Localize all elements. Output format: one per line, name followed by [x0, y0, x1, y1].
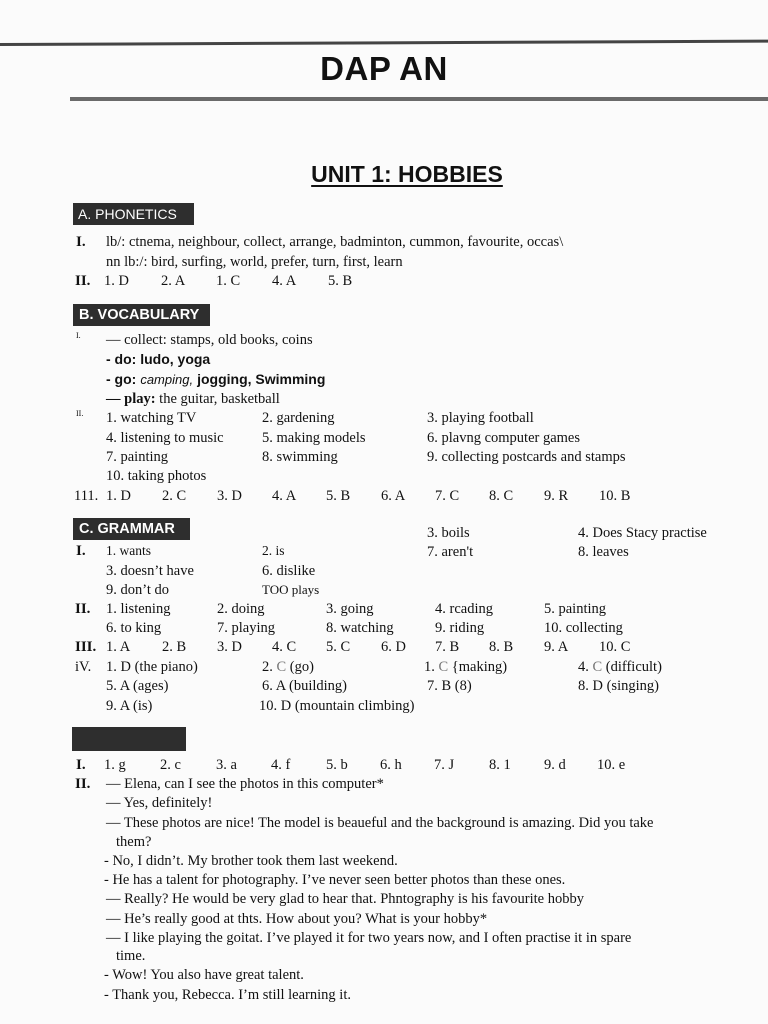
item-number: 1.	[424, 659, 435, 675]
answer: 7. C	[435, 488, 460, 504]
list-item: 9. A (is)	[106, 698, 153, 714]
list-item: 10. taking photos	[106, 468, 207, 484]
answer: 3. a	[216, 757, 237, 773]
answer: 10. e	[597, 757, 626, 773]
dialogue-line: — Really? He would be very glad to hear that. Phntography is his favourite hobby	[106, 891, 584, 907]
vocab-play-rest: the guitar, basketball	[159, 391, 280, 407]
item-number: 4.	[578, 659, 589, 675]
answer: 6. D	[381, 639, 406, 655]
question-number: II.	[76, 409, 84, 418]
section-heading-communication	[72, 727, 186, 751]
section-heading-grammar: C. GRAMMAR	[73, 518, 190, 540]
answer: 8. 1	[489, 757, 511, 773]
item-text: (difficult)	[605, 659, 662, 675]
answer: 5. b	[326, 757, 348, 773]
dialogue-line: - Wow! You also have great talent.	[104, 967, 304, 983]
answer: 6. h	[380, 757, 402, 773]
list-item: 6. to king	[106, 620, 162, 636]
document-title: DAP AN	[320, 50, 448, 87]
item-letter: C	[592, 659, 603, 675]
list-item: 3. playing football	[427, 410, 534, 426]
list-item: 2. doing	[217, 601, 265, 617]
answer: 1. g	[104, 757, 126, 773]
list-item	[262, 658, 314, 676]
list-item: 5. making models	[262, 430, 366, 446]
list-item: 1. listening	[106, 601, 171, 617]
vocab-go-prefix: - go:	[106, 371, 137, 387]
answer: 1. A	[106, 639, 131, 655]
list-item: 6. A (building)	[262, 678, 347, 694]
question-number: 111.	[74, 488, 99, 504]
list-item: 9. don’t do	[106, 582, 169, 598]
item-text: (go)	[289, 659, 314, 675]
answer: 5. B	[326, 488, 351, 504]
answer: 10. C	[599, 639, 631, 655]
dialogue-line: — Yes, definitely!	[106, 795, 213, 811]
dialogue-line: — Elena, can I see the photos in this computer*	[106, 776, 384, 792]
answer: 2. A	[161, 273, 186, 289]
answer: 5. C	[326, 639, 351, 655]
answer: 4. C	[272, 639, 297, 655]
answer: 5. B	[328, 273, 353, 289]
dialogue-line: - Thank you, Rebecca. I’m still learning it.	[104, 987, 351, 1003]
unit-title: UNIT 1: HOBBIES	[311, 161, 503, 187]
list-item: 8. leaves	[578, 544, 629, 560]
list-item: 1. wants	[106, 543, 151, 558]
list-item: 6. dislike	[262, 563, 316, 579]
list-item: 4. listening to music	[106, 430, 224, 446]
list-item: 5. A (ages)	[106, 678, 169, 694]
dialogue-line: — I like playing the goitat. I’ve played it for two years now, and I often practise it in spare	[106, 930, 632, 946]
vocab-play-prefix: — play:	[106, 391, 156, 407]
vocab-go	[106, 371, 325, 389]
answer: 6. A	[381, 488, 406, 504]
list-item: 3. boils	[427, 525, 470, 541]
list-item: TOO plays	[262, 582, 320, 597]
list-item: 7. painting	[106, 449, 169, 465]
vocab-go-italic: camping,	[140, 372, 194, 387]
question-number: II.	[75, 273, 91, 289]
list-item: 1. D (the piano)	[106, 659, 198, 675]
question-number: I.	[76, 757, 86, 773]
answer: 9. R	[544, 488, 569, 504]
dialogue-line: them?	[116, 834, 152, 850]
answer: 4. A	[272, 488, 297, 504]
list-item: 2. is	[262, 543, 285, 558]
list-item	[424, 658, 507, 676]
dialogue-line: time.	[116, 948, 146, 964]
answer: 3. D	[217, 639, 242, 655]
top-rule	[0, 40, 768, 46]
list-item: 9. riding	[435, 620, 485, 636]
answer: 8. C	[489, 488, 514, 504]
answer: 10. B	[599, 488, 631, 504]
answer: 3. D	[217, 488, 242, 504]
question-number: II.	[75, 776, 91, 792]
list-item: 3. going	[326, 601, 374, 617]
list-item: 10. collecting	[544, 620, 623, 636]
section-heading-phonetics: A. PHONETICS	[73, 203, 194, 225]
answer: 4. A	[272, 273, 297, 289]
list-item: 9. collecting postcards and stamps	[427, 449, 626, 465]
phonetics-line: lb/: ctnema, neighbour, collect, arrange, badminton, cummon, favourite, occas\	[106, 234, 564, 250]
item-number: 2.	[262, 659, 273, 675]
answer: 2. c	[160, 757, 181, 773]
answer: 4. f	[271, 757, 291, 773]
vocab-go-bold: jogging, Swimming	[197, 371, 326, 387]
list-item	[578, 658, 662, 676]
answer: 1. D	[104, 273, 129, 289]
list-item: 6. plavng computer games	[427, 430, 581, 446]
vocab-do: - do: ludo, yoga	[106, 351, 211, 367]
section-heading-vocabulary: B. VOCABULARY	[73, 304, 210, 326]
question-number: I.	[76, 331, 81, 340]
item-text: {making)	[451, 659, 508, 675]
question-number: II.	[75, 601, 91, 617]
answer: 2. B	[162, 639, 187, 655]
title-rule	[70, 97, 768, 101]
list-item: 4. rcading	[435, 601, 493, 617]
answer: 9. d	[544, 757, 566, 773]
list-item: 5. painting	[544, 601, 607, 617]
answer: 1. C	[216, 273, 241, 289]
list-item: 7. aren't	[427, 544, 474, 560]
question-number: iV.	[75, 659, 92, 675]
dialogue-line: - He has a talent for photography. I’ve never seen better photos than these ones.	[104, 872, 566, 888]
item-letter: C	[276, 659, 287, 675]
question-number: III.	[75, 639, 97, 655]
list-item: 8. watching	[326, 620, 394, 636]
list-item: 1. watching TV	[106, 410, 197, 426]
question-number: I.	[76, 543, 86, 559]
answer: 1. D	[106, 488, 131, 504]
answer: 9. A	[544, 639, 569, 655]
answer: 8. B	[489, 639, 514, 655]
dialogue-line: — He’s really good at thts. How about you? What is your hobby*	[106, 911, 488, 927]
list-item: 7. B (8)	[427, 678, 472, 694]
list-item: 8. D (singing)	[578, 678, 659, 694]
item-letter: C	[438, 659, 449, 675]
list-item: 4. Does Stacy practise	[578, 525, 707, 541]
question-number: I.	[76, 234, 86, 250]
phonetics-line: nn lb:/: bird, surfing, world, prefer, turn, first, learn	[106, 254, 403, 270]
vocab-collect: — collect: stamps, old books, coins	[106, 332, 313, 348]
vocab-play	[106, 390, 280, 408]
list-item: 8. swimming	[262, 449, 338, 465]
list-item: 3. doesn’t have	[106, 563, 194, 579]
list-item: 7. playing	[217, 620, 275, 636]
answer: 7. B	[435, 639, 460, 655]
list-item: 2. gardening	[262, 410, 335, 426]
list-item: 10. D (mountain climbing)	[259, 698, 415, 714]
answer: 2. C	[162, 488, 187, 504]
dialogue-line: — These photos are nice! The model is beaueful and the background is amazing. Did you take	[106, 815, 654, 831]
answer: 7. J	[434, 757, 455, 773]
dialogue-line: - No, I didn’t. My brother took them last weekend.	[104, 853, 398, 869]
